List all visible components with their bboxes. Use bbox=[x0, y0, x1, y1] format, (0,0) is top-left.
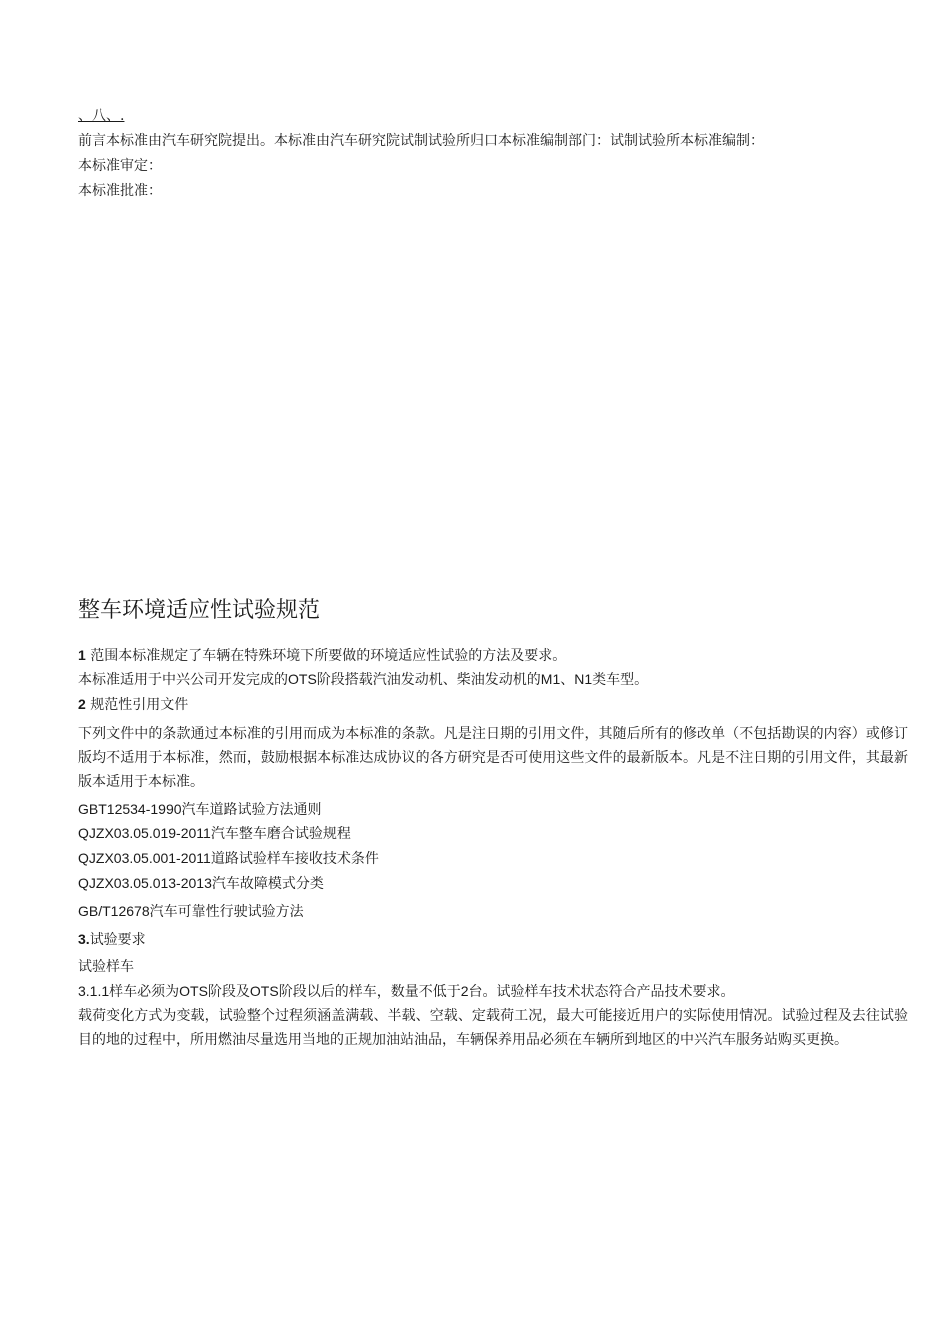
ref-name: 汽车故障模式分类 bbox=[211, 876, 324, 892]
front-mark: 、八、. bbox=[78, 108, 125, 124]
section-1-number: 1 bbox=[78, 647, 86, 663]
clause-ots-1: OTS bbox=[179, 983, 208, 999]
scope-text-a: 本标准适用于中兴公司开发完成的 bbox=[78, 672, 288, 688]
load-paragraph: 载荷变化方式为变载，试验整个过程须涵盖满载、半载、空载、定载荷工况，最大可能接近用户的实际使用情况。试验过程及去往试验目的地的过程中，所用燃油尽量选用当地的正规加油站油品，车辆保养用品必须在车辆所到地区的中兴汽车服务站购买更换。 bbox=[78, 1008, 908, 1048]
clause-text-c: 阶段以后的样车，数量不低于 bbox=[278, 984, 461, 1000]
ref-name: 汽车整车磨合试验规程 bbox=[210, 826, 351, 842]
preface-line: 前言本标准由汽车研究院提出。本标准由汽车研究院试制试验所归口本标准编制部门：试制试验所本标准编制： bbox=[78, 133, 764, 149]
section-3-title: 试验要求 bbox=[89, 932, 146, 948]
normative-paragraph: 下列文件中的条款通过本标准的引用而成为本标准的条款。凡是注日期的引用文件，其随后所有的修改单（不包括勘误的内容）或修订版均不适用于本标准，然而，鼓励根据本标准达成协议的各方研究是否可使用这些文件的最新版本。凡是不注日期的引用文件，其最新版本适用于本标准。 bbox=[78, 726, 908, 790]
document-title: 整车环境适应性试验规范 bbox=[78, 598, 321, 623]
review-line: 本标准审定： bbox=[78, 158, 162, 174]
clause-count: 2 bbox=[460, 983, 469, 999]
ref-code: QJZX03.05.013-2013 bbox=[78, 875, 212, 891]
clause-text-b: 阶段及 bbox=[207, 984, 250, 1000]
scope-m1: M1 bbox=[540, 671, 561, 687]
section-2-number: 2 bbox=[78, 696, 86, 712]
ref-name: 汽车可靠性行驶试验方法 bbox=[149, 904, 304, 920]
ref-item bbox=[78, 873, 324, 894]
scope-n1: N1 bbox=[574, 671, 593, 687]
ref-item bbox=[78, 799, 322, 820]
ref-item bbox=[78, 848, 379, 869]
section-2-heading bbox=[78, 694, 188, 715]
clause-number: 3.1.1 bbox=[78, 983, 110, 999]
section-1-heading bbox=[78, 645, 566, 666]
ref-code: QJZX03.05.001-2011 bbox=[78, 850, 211, 866]
subsection-heading: 试验样车 bbox=[78, 959, 134, 975]
ref-code: QJZX03.05.019-2011 bbox=[78, 825, 211, 841]
ref-code: GB/T12678 bbox=[78, 903, 150, 919]
scope-ots: OTS bbox=[288, 671, 317, 687]
ref-name: 汽车道路试验方法通则 bbox=[181, 802, 322, 818]
section-2-title: 规范性引用文件 bbox=[90, 697, 189, 713]
ref-item bbox=[78, 901, 304, 922]
approve-line: 本标准批准： bbox=[78, 183, 162, 199]
scope-text-c: 类车型。 bbox=[592, 672, 649, 688]
scope-paragraph bbox=[78, 669, 648, 690]
clause-3-1-1 bbox=[78, 981, 735, 1002]
ref-item bbox=[78, 823, 351, 844]
scope-sep: 、 bbox=[560, 672, 575, 688]
section-3-number: 3. bbox=[78, 931, 90, 947]
clause-text-a: 样车必须为 bbox=[109, 984, 180, 1000]
section-3-heading bbox=[78, 929, 146, 950]
clause-ots-2: OTS bbox=[249, 983, 279, 999]
ref-code: GBT12534-1990 bbox=[78, 801, 182, 817]
section-1-text: 范围本标准规定了车辆在特殊环境下所要做的环境适应性试验的方法及要求。 bbox=[90, 648, 567, 664]
clause-text-d: 台。试验样车技术状态符合产品技术要求。 bbox=[468, 984, 735, 1000]
ref-name: 道路试验样车接收技术条件 bbox=[210, 851, 379, 867]
scope-text-b: 阶段搭载汽油发动机、柴油发动机的 bbox=[316, 672, 541, 688]
